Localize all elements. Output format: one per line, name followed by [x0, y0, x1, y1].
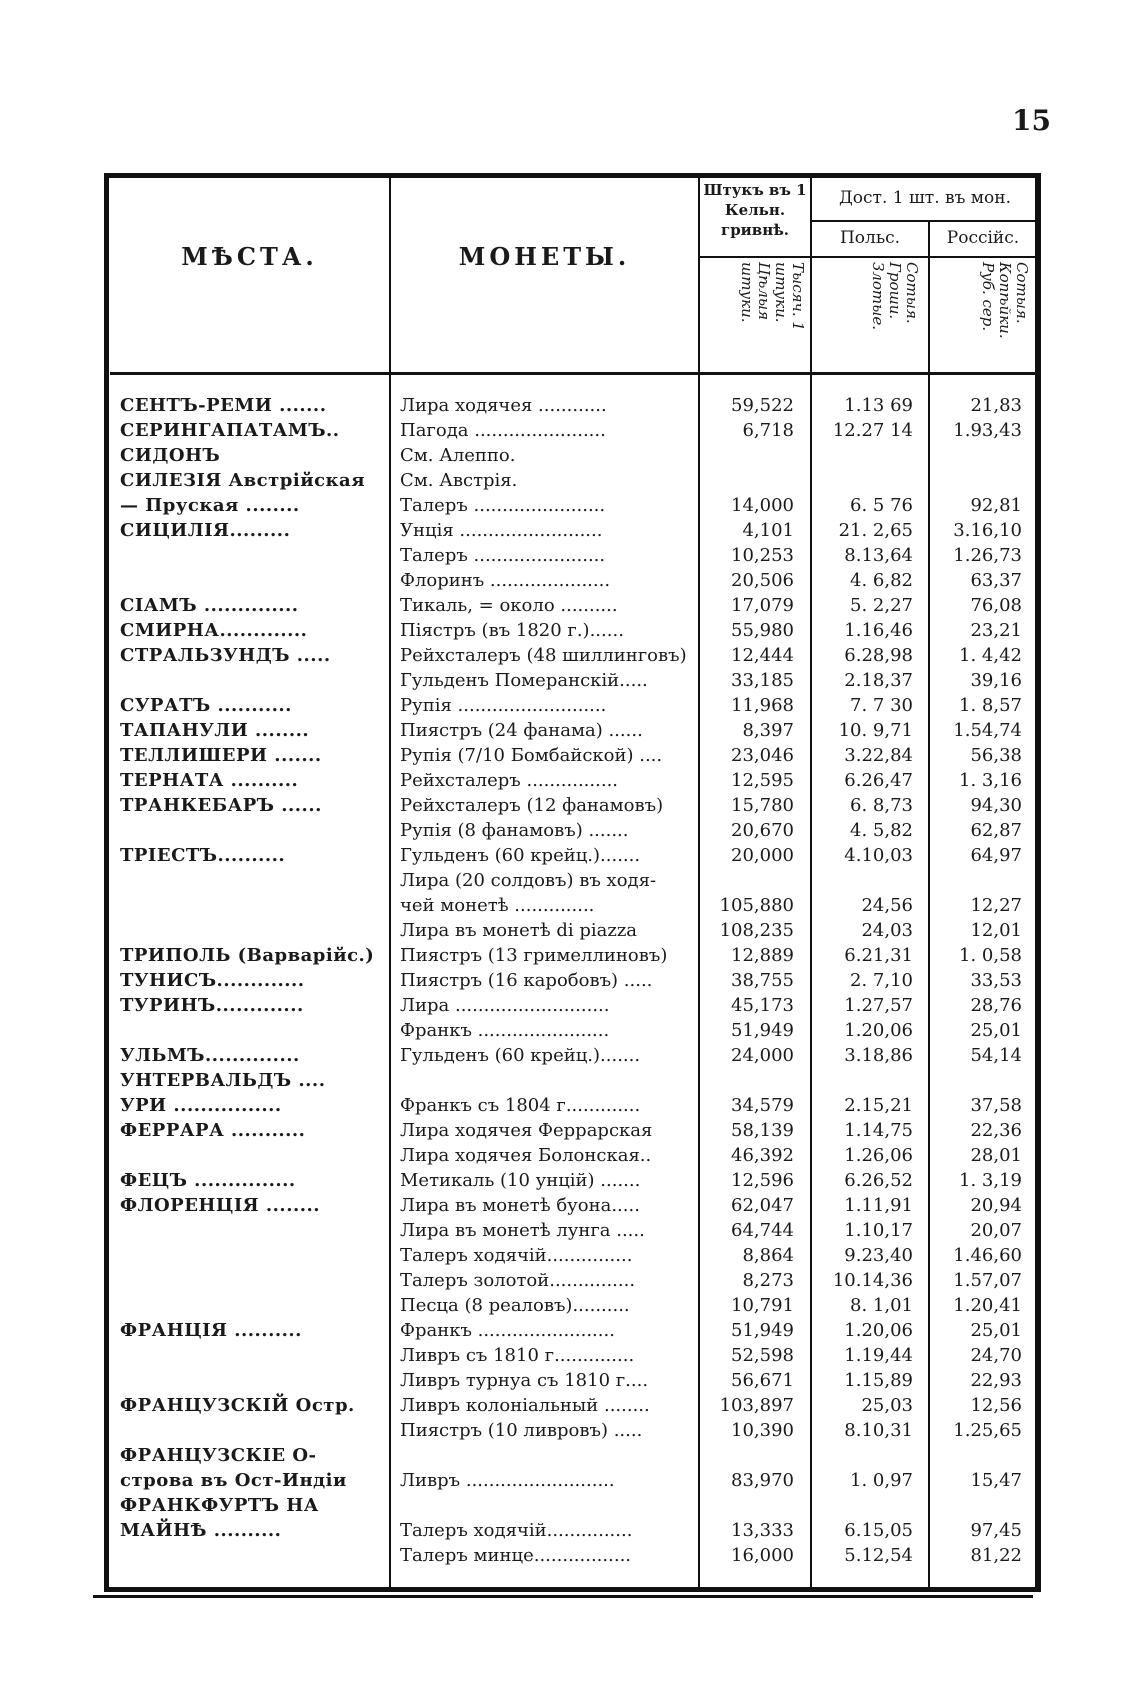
row-pieces: 20,506 [731, 570, 794, 591]
row-russian-value: 24,70 [970, 1345, 1022, 1366]
row-russian-value: 92,81 [970, 495, 1022, 516]
row-pieces: 6,718 [742, 420, 794, 441]
table-row [0, 393, 1140, 418]
row-pieces: 10,390 [731, 1420, 794, 1441]
row-pieces: 12,595 [731, 770, 794, 791]
row-place: ФРАНЦУЗСКІЙ Остр. [120, 1395, 355, 1416]
row-coin: Талеръ ....................... [400, 495, 606, 516]
header-polish-sub: Сотыя. Гроши. Злотые. [869, 262, 921, 331]
row-pieces: 62,047 [731, 1195, 794, 1216]
row-place: СИЛЕЗІЯ Австрійская [120, 470, 365, 491]
row-pieces: 24,000 [731, 1045, 794, 1066]
row-coin: Рейхсталеръ ................ [400, 770, 619, 791]
row-coin: Талеръ ходячій............... [400, 1245, 633, 1266]
row-polish-value: 5. 2,27 [850, 595, 913, 616]
row-russian-value: 20,07 [970, 1220, 1022, 1241]
row-coin: Пиястръ (13 гримеллиновъ) [400, 945, 668, 966]
row-polish-value: 2.15,21 [844, 1095, 913, 1116]
table-row [0, 1093, 1140, 1118]
row-polish-value: 1.20,06 [844, 1020, 913, 1041]
row-russian-value: 1. 3,19 [959, 1170, 1022, 1191]
row-pieces: 34,579 [731, 1095, 794, 1116]
row-polish-value: 5.12,54 [844, 1545, 913, 1566]
row-pieces: 51,949 [731, 1020, 794, 1041]
row-pieces: 14,000 [731, 495, 794, 516]
row-place: ТЕЛЛИШЕРИ ....... [120, 745, 322, 766]
row-pieces: 38,755 [731, 970, 794, 991]
row-russian-value: 15,47 [970, 1470, 1022, 1491]
row-pieces: 16,000 [731, 1545, 794, 1566]
row-pieces: 10,791 [731, 1295, 794, 1316]
row-polish-value: 6. 5 76 [850, 495, 913, 516]
header-value-title: Дост. 1 шт. въ мон. [838, 188, 1011, 208]
row-pieces: 20,000 [731, 845, 794, 866]
row-polish-value: 4. 5,82 [850, 820, 913, 841]
row-pieces: 12,444 [731, 645, 794, 666]
row-russian-value: 1.26,73 [953, 545, 1022, 566]
row-place: ФРАНЦІЯ .......... [120, 1320, 302, 1341]
row-polish-value: 8. 1,01 [850, 1295, 913, 1316]
table-row [0, 1368, 1140, 1393]
table-row [0, 1493, 1140, 1518]
row-coin: Лира (20 солдовъ) въ ходя- [400, 870, 657, 891]
table-row [0, 843, 1140, 868]
table-row [0, 693, 1140, 718]
table-row [0, 1218, 1140, 1243]
row-coin: Гульденъ (60 крейц.)....... [400, 1045, 641, 1066]
table-row [0, 1118, 1140, 1143]
row-russian-value: 12,56 [970, 1395, 1022, 1416]
row-place: ТАПАНУЛИ ........ [120, 720, 310, 741]
row-pieces: 56,671 [731, 1370, 794, 1391]
row-coin: Франкъ ........................ [400, 1320, 615, 1341]
row-place: ФЕЦЪ ............... [120, 1170, 296, 1191]
row-polish-value: 1.27,57 [844, 995, 913, 1016]
row-pieces: 33,185 [731, 670, 794, 691]
table-row [0, 443, 1140, 468]
row-coin: Франкъ ....................... [400, 1020, 610, 1041]
table-row [0, 418, 1140, 443]
row-place: СІАМЪ .............. [120, 595, 299, 616]
row-coin: Ливръ .......................... [400, 1470, 615, 1491]
row-russian-value: 37,58 [970, 1095, 1022, 1116]
row-place: ФРАНКФУРТЪ НА [120, 1495, 319, 1516]
row-pieces: 58,139 [731, 1120, 794, 1141]
row-coin: Пиястръ (10 ливровъ) ..... [400, 1420, 643, 1441]
table-row [0, 1468, 1140, 1493]
table-row [0, 543, 1140, 568]
row-coin: Ливръ турнуа съ 1810 г.... [400, 1370, 649, 1391]
table-row [0, 1293, 1140, 1318]
row-coin: Пiястръ (въ 1820 г.)...... [400, 620, 624, 641]
row-place: ФРАНЦУЗСКІЕ О- [120, 1445, 317, 1466]
row-polish-value: 24,03 [861, 920, 913, 941]
table-row [0, 643, 1140, 668]
table-row [0, 1543, 1140, 1568]
row-russian-value: 62,87 [970, 820, 1022, 841]
row-russian-value: 22,93 [970, 1370, 1022, 1391]
row-polish-value: 6.28,98 [844, 645, 913, 666]
row-place: СЕРИНГАПАТАМЪ.. [120, 420, 340, 441]
row-russian-value: 63,37 [970, 570, 1022, 591]
row-pieces: 64,744 [731, 1220, 794, 1241]
row-coin: См. Алеппо. [400, 445, 516, 466]
row-coin: Лира въ монетѣ буона..... [400, 1195, 640, 1216]
row-pieces: 55,980 [731, 620, 794, 641]
row-pieces: 45,173 [731, 995, 794, 1016]
row-coin: Пиястръ (24 фанама) ...... [400, 720, 643, 741]
row-pieces: 59,522 [731, 395, 794, 416]
row-place: — Пруская ........ [120, 495, 300, 516]
row-coin: Рупія (8 фанамовъ) ....... [400, 820, 629, 841]
row-coin: Флоринъ ..................... [400, 570, 611, 591]
row-russian-value: 21,83 [970, 395, 1022, 416]
row-pieces: 10,253 [731, 545, 794, 566]
row-coin: Лира ........................... [400, 995, 610, 1016]
table-bottom-rule [93, 1595, 1033, 1598]
row-coin: Франкъ съ 1804 г............. [400, 1095, 641, 1116]
row-russian-value: 97,45 [970, 1520, 1022, 1541]
row-polish-value: 1.19,44 [844, 1345, 913, 1366]
row-place: СИДОНЪ [120, 445, 221, 466]
row-pieces: 4,101 [742, 520, 794, 541]
row-coin: Песца (8 реаловъ).......... [400, 1295, 630, 1316]
table-row [0, 1068, 1140, 1093]
row-polish-value: 6.15,05 [844, 1520, 913, 1541]
row-russian-value: 22,36 [970, 1120, 1022, 1141]
table-row [0, 618, 1140, 643]
row-russian-value: 23,21 [970, 620, 1022, 641]
table-row [0, 1443, 1140, 1468]
table-row [0, 893, 1140, 918]
row-coin: Ливръ колоніальный ........ [400, 1395, 650, 1416]
row-polish-value: 3.22,84 [844, 745, 913, 766]
row-place: УЛЬМЪ.............. [120, 1045, 300, 1066]
row-polish-value: 21. 2,65 [838, 520, 913, 541]
row-place: СИЦИЛІЯ......... [120, 520, 291, 541]
row-pieces: 108,235 [719, 920, 794, 941]
row-coin: Рейхсталеръ (48 шиллинговъ) [400, 645, 687, 666]
row-russian-value: 25,01 [970, 1020, 1022, 1041]
table-row [0, 718, 1140, 743]
row-russian-value: 1.25,65 [953, 1420, 1022, 1441]
row-russian-value: 12,27 [970, 895, 1022, 916]
row-coin: Талеръ золотой............... [400, 1270, 636, 1291]
row-russian-value: 1.54,74 [953, 720, 1022, 741]
rule-value-title [812, 220, 1036, 222]
row-coin: Пагода ....................... [400, 420, 606, 441]
table-row [0, 1343, 1140, 1368]
row-pieces: 12,889 [731, 945, 794, 966]
row-russian-value: 1.20,41 [953, 1295, 1022, 1316]
row-place: СУРАТЪ ........... [120, 695, 292, 716]
table-row [0, 918, 1140, 943]
row-pieces: 12,596 [731, 1170, 794, 1191]
rule-header-bottom [110, 372, 1036, 375]
row-pieces: 15,780 [731, 795, 794, 816]
row-coin: Лира ходячея Феррарская [400, 1120, 653, 1141]
row-place: МАЙНѢ .......... [120, 1520, 282, 1541]
rule-subheaders [698, 256, 1036, 258]
table-row [0, 1268, 1140, 1293]
table-row [0, 593, 1140, 618]
table-row [0, 1243, 1140, 1268]
row-polish-value: 4.10,03 [844, 845, 913, 866]
row-polish-value: 1. 0,97 [850, 1470, 913, 1491]
row-pieces: 23,046 [731, 745, 794, 766]
row-russian-value: 25,01 [970, 1320, 1022, 1341]
row-coin: Рупія (7/10 Бомбайской) .... [400, 745, 663, 766]
row-coin: чей монетѣ .............. [400, 895, 595, 916]
row-russian-value: 1.93,43 [953, 420, 1022, 441]
row-russian-value: 81,22 [970, 1545, 1022, 1566]
row-coin: См. Австрія. [400, 470, 518, 491]
table-row [0, 1018, 1140, 1043]
row-russian-value: 1.46,60 [953, 1245, 1022, 1266]
row-coin: Пиястръ (16 каробовъ) ..... [400, 970, 653, 991]
row-coin: Ливръ съ 1810 г.............. [400, 1345, 635, 1366]
row-coin: Лира въ монетѣ di piazza [400, 920, 638, 941]
table-row [0, 1318, 1140, 1343]
table-row [0, 1418, 1140, 1443]
row-russian-value: 39,16 [970, 670, 1022, 691]
row-polish-value: 2.18,37 [844, 670, 913, 691]
table-row [0, 993, 1140, 1018]
row-coin: Лира ходячея ............ [400, 395, 607, 416]
table-row [0, 768, 1140, 793]
row-polish-value: 12.27 14 [832, 420, 913, 441]
row-russian-value: 1. 8,57 [959, 695, 1022, 716]
row-russian-value: 56,38 [970, 745, 1022, 766]
table-row [0, 468, 1140, 493]
row-pieces: 103,897 [719, 1395, 794, 1416]
table-row [0, 1193, 1140, 1218]
row-russian-value: 1.57,07 [953, 1270, 1022, 1291]
row-russian-value: 76,08 [970, 595, 1022, 616]
table-row [0, 868, 1140, 893]
header-pieces-sub: Тысяч. 1 штуки. Цѣлыя штуки. [738, 262, 807, 331]
row-russian-value: 28,01 [970, 1145, 1022, 1166]
row-place: УРИ ................ [120, 1095, 282, 1116]
row-coin: Гульденъ (60 крейц.)....... [400, 845, 641, 866]
row-polish-value: 8.10,31 [844, 1420, 913, 1441]
row-polish-value: 1.20,06 [844, 1320, 913, 1341]
row-pieces: 46,392 [731, 1145, 794, 1166]
row-coin: Талеръ минце................. [400, 1545, 632, 1566]
table-row [0, 1168, 1140, 1193]
table-row [0, 943, 1140, 968]
row-coin: Талеръ ходячій............... [400, 1520, 633, 1541]
row-polish-value: 1.26,06 [844, 1145, 913, 1166]
row-pieces: 11,968 [731, 695, 794, 716]
row-polish-value: 1.15,89 [844, 1370, 913, 1391]
header-coins: МОНЕТЫ. [458, 242, 631, 271]
table-row [0, 793, 1140, 818]
row-russian-value: 64,97 [970, 845, 1022, 866]
row-place: СТРАЛЬЗУНДЪ ..... [120, 645, 331, 666]
row-place: ТРИПОЛЬ (Варварійс.) [120, 945, 375, 966]
page-number: 15 [1012, 104, 1051, 137]
row-polish-value: 1.14,75 [844, 1120, 913, 1141]
row-russian-value: 94,30 [970, 795, 1022, 816]
row-coin: Гульденъ Померанскій..... [400, 670, 648, 691]
header-polish: Польс. [839, 228, 901, 248]
row-polish-value: 6. 8,73 [850, 795, 913, 816]
header-places: МѢСТА. [181, 242, 318, 271]
row-pieces: 52,598 [731, 1345, 794, 1366]
row-place: ТУРИНЪ............. [120, 995, 304, 1016]
row-pieces: 17,079 [731, 595, 794, 616]
row-place: ТРАНКЕБАРЪ ...... [120, 795, 322, 816]
row-polish-value: 1.16,46 [844, 620, 913, 641]
row-polish-value: 8.13,64 [844, 545, 913, 566]
row-place: ФЛОРЕНЦІЯ ........ [120, 1195, 321, 1216]
row-polish-value: 6.21,31 [844, 945, 913, 966]
row-place: ТЕРНАТА .......... [120, 770, 299, 791]
row-russian-value: 1. 4,42 [959, 645, 1022, 666]
header-russian: Россійс. [946, 228, 1020, 248]
row-coin: Талеръ ....................... [400, 545, 606, 566]
row-pieces: 8,864 [742, 1245, 794, 1266]
row-russian-value: 54,14 [970, 1045, 1022, 1066]
table-row [0, 1518, 1140, 1543]
row-place: строва въ Ост-Индіи [120, 1470, 347, 1491]
row-polish-value: 1.10,17 [844, 1220, 913, 1241]
row-polish-value: 7. 7 30 [850, 695, 913, 716]
table-row [0, 568, 1140, 593]
row-polish-value: 9.23,40 [844, 1245, 913, 1266]
row-coin: Метикаль (10 унцій) ....... [400, 1170, 641, 1191]
row-polish-value: 3.18,86 [844, 1045, 913, 1066]
row-coin: Тикаль, = около .......... [400, 595, 618, 616]
row-russian-value: 12,01 [970, 920, 1022, 941]
header-pieces-per-mark: Штукъ въ 1 Кельн. гривнѣ. [703, 181, 807, 239]
row-coin: Лира ходячея Болонская.. [400, 1145, 652, 1166]
table-row [0, 1143, 1140, 1168]
row-pieces: 8,397 [742, 720, 794, 741]
row-russian-value: 3.16,10 [953, 520, 1022, 541]
row-place: ТУНИСЪ............. [120, 970, 305, 991]
row-russian-value: 1. 3,16 [959, 770, 1022, 791]
row-coin: Рейхсталеръ (12 фанамовъ) [400, 795, 664, 816]
row-place: ТРІЕСТЪ.......... [120, 845, 286, 866]
row-pieces: 83,970 [731, 1470, 794, 1491]
row-place: СЕНТЪ-РЕМИ ....... [120, 395, 327, 416]
row-polish-value: 2. 7,10 [850, 970, 913, 991]
row-coin: Унція ......................... [400, 520, 603, 541]
row-polish-value: 6.26,52 [844, 1170, 913, 1191]
table-row [0, 1393, 1140, 1418]
row-pieces: 20,670 [731, 820, 794, 841]
row-polish-value: 1.13 69 [844, 395, 913, 416]
table-row [0, 668, 1140, 693]
row-pieces: 13,333 [731, 1520, 794, 1541]
row-coin: Рупія .......................... [400, 695, 607, 716]
row-polish-value: 4. 6,82 [850, 570, 913, 591]
header-russian-sub: Сотыя. Копѣйки. Руб. сер. [979, 262, 1031, 339]
row-pieces: 105,880 [719, 895, 794, 916]
row-polish-value: 25,03 [861, 1395, 913, 1416]
table-row [0, 968, 1140, 993]
row-pieces: 51,949 [731, 1320, 794, 1341]
row-place: СМИРНА............. [120, 620, 308, 641]
row-polish-value: 1.11,91 [844, 1195, 913, 1216]
row-polish-value: 6.26,47 [844, 770, 913, 791]
table-row [0, 1043, 1140, 1068]
row-polish-value: 10. 9,71 [838, 720, 913, 741]
row-russian-value: 20,94 [970, 1195, 1022, 1216]
row-russian-value: 1. 0,58 [959, 945, 1022, 966]
table-row [0, 743, 1140, 768]
table-row [0, 818, 1140, 843]
row-place: УНТЕРВАЛЬДЪ .... [120, 1070, 326, 1091]
table-row [0, 518, 1140, 543]
row-coin: Лира въ монетѣ лунга ..... [400, 1220, 645, 1241]
row-russian-value: 33,53 [970, 970, 1022, 991]
table-row [0, 493, 1140, 518]
row-polish-value: 24,56 [861, 895, 913, 916]
row-place: ФЕРРАРА ........... [120, 1120, 306, 1141]
row-pieces: 8,273 [742, 1270, 794, 1291]
row-polish-value: 10.14,36 [832, 1270, 913, 1291]
row-russian-value: 28,76 [970, 995, 1022, 1016]
